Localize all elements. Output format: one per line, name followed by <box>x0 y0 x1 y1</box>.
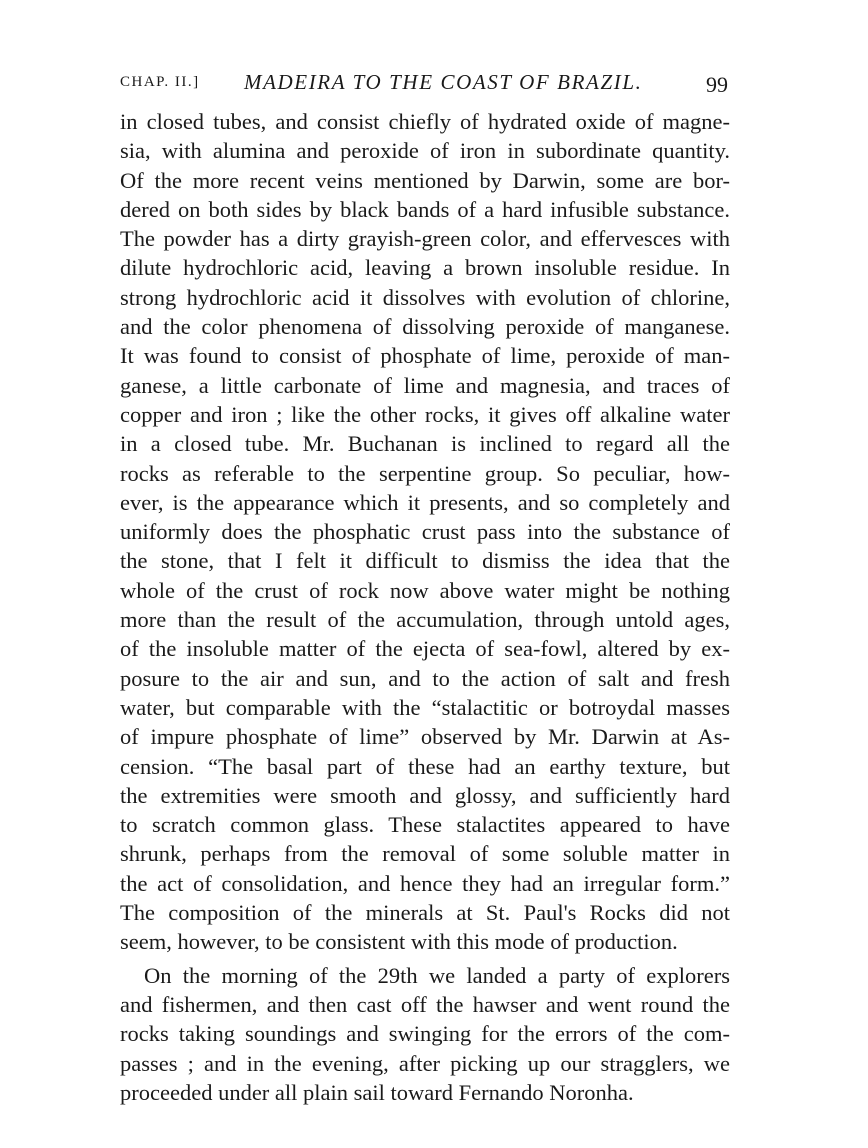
text-line: proceeded under all plain sail toward Fernando Noronha. <box>120 1079 634 1105</box>
text-line: It was found to consist of phosphate of lime, peroxide of man- <box>120 343 730 369</box>
text-line: whole of the crust of rock now above water might be nothing <box>120 577 730 603</box>
text-line: The powder has a dirty grayish-green color, and effervesces with <box>120 226 730 252</box>
text-line: to scratch common glass. These stalactites appeared to have <box>120 812 730 838</box>
text-line: The composition of the minerals at St. Paul's Rocks did not <box>120 900 730 926</box>
text-line: rocks as referable to the serpentine group. So peculiar, how- <box>120 460 730 486</box>
text-line: of the insoluble matter of the ejecta of sea-fowl, altered by ex- <box>120 636 730 662</box>
text-line: strong hydrochloric acid it dissolves with evolution of chlorine, <box>120 284 730 310</box>
text-line: posure to the air and sun, and to the action of salt and fresh <box>120 665 730 691</box>
paragraph-2 <box>120 961 730 1107</box>
chapter-label: CHAP. II.] <box>120 74 200 90</box>
text-line: uniformly does the phosphatic crust pass into the substance of <box>120 519 730 545</box>
body-text <box>120 107 730 1107</box>
text-line: passes ; and in the evening, after picking up our stragglers, we <box>120 1050 730 1076</box>
text-line: On the morning of the 29th we landed a party of explorers <box>144 962 730 988</box>
text-line: in a closed tube. Mr. Buchanan is inclined to regard all the <box>120 431 730 457</box>
text-line: cension. “The basal part of these had an earthy texture, but <box>120 753 730 779</box>
paragraph-1 <box>120 107 730 957</box>
text-line: dered on both sides by black bands of a hard infusible substance. <box>120 196 730 222</box>
page-number: 99 <box>706 72 728 97</box>
text-line: the act of consolidation, and hence they had an irregular form.” <box>120 870 730 896</box>
text-line: ganese, a little carbonate of lime and magnesia, and traces of <box>120 372 730 398</box>
text-line: and the color phenomena of dissolving peroxide of manganese. <box>120 314 730 340</box>
text-line: copper and iron ; like the other rocks, it gives off alkaline water <box>120 401 730 427</box>
text-line: the extremities were smooth and glossy, and sufficiently hard <box>120 782 730 808</box>
text-line: and fishermen, and then cast off the hawser and went round the <box>120 991 730 1017</box>
text-line: shrunk, perhaps from the removal of some soluble matter in <box>120 841 730 867</box>
running-head <box>120 70 728 102</box>
text-line: more than the result of the accumulation, through untold ages, <box>120 607 730 633</box>
text-line: in closed tubes, and consist chiefly of hydrated oxide of magne- <box>120 109 730 134</box>
running-title: MADEIRA TO THE COAST OF BRAZIL. <box>244 70 643 94</box>
text-line: sia, with alumina and peroxide of iron in subordinate quantity. <box>120 138 730 164</box>
text-line: rocks taking soundings and swinging for the errors of the com- <box>120 1021 730 1047</box>
text-line: water, but comparable with the “stalactitic or botroydal masses <box>120 694 730 720</box>
text-line: the stone, that I felt it difficult to dismiss the idea that the <box>120 548 730 574</box>
text-line: ever, is the appearance which it presents, and so completely and <box>120 489 730 515</box>
text-line: dilute hydrochloric acid, leaving a brown insoluble residue. In <box>120 255 730 281</box>
text-line: seem, however, to be consistent with this mode of production. <box>120 929 678 955</box>
text-line: Of the more recent veins mentioned by Darwin, some are bor- <box>120 167 730 193</box>
text-line: of impure phosphate of lime” observed by Mr. Darwin at As- <box>120 724 730 750</box>
